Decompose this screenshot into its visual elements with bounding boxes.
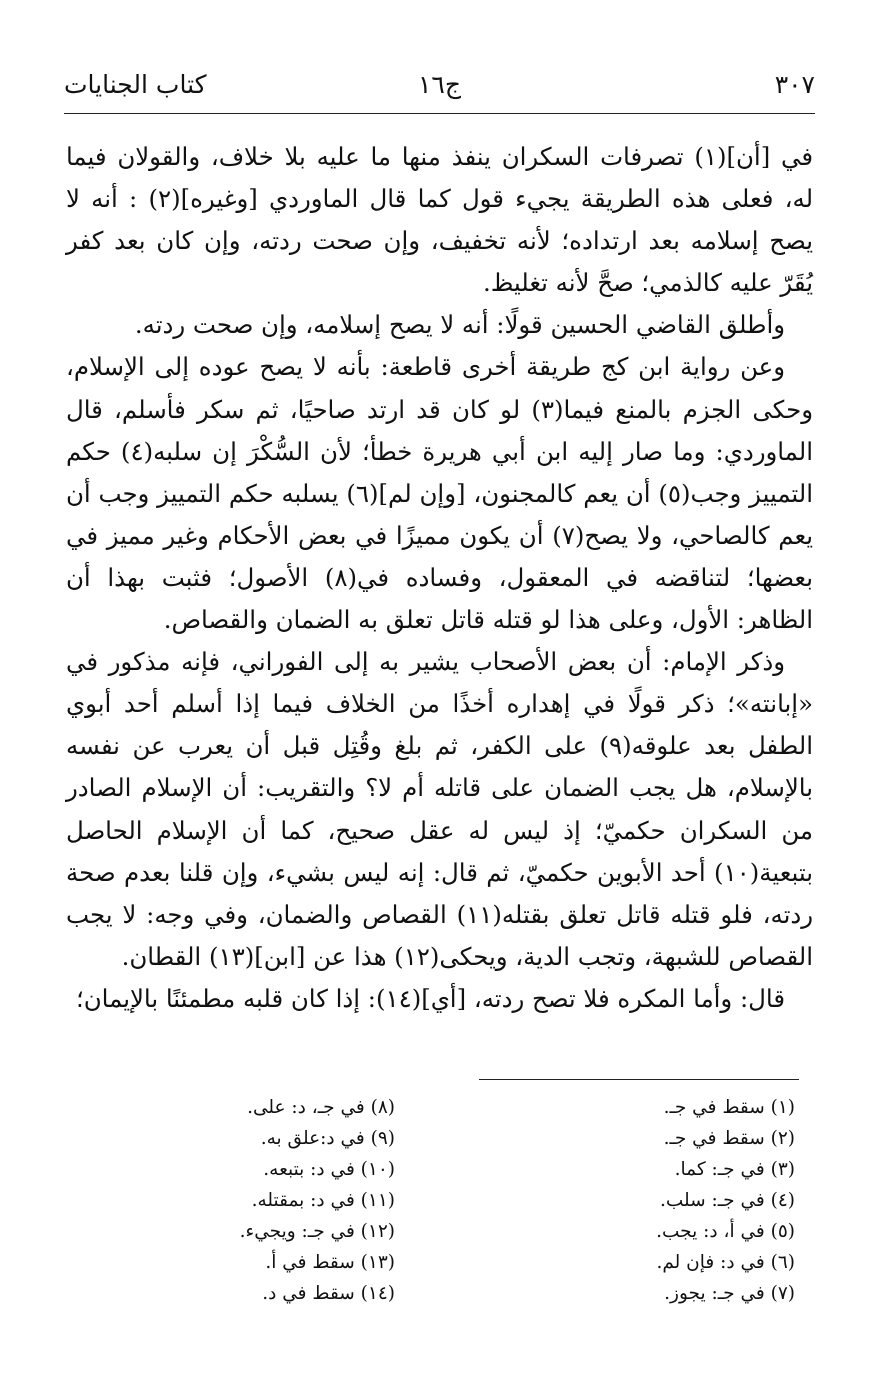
- footnote: (٢) سقط في جـ.: [663, 1128, 795, 1149]
- footnote: (١١) في د: بمقتله.: [251, 1190, 395, 1211]
- footnotes: [140, 1092, 795, 1312]
- paragraph: قال: وأما المكره فلا تصح ردته، [أي](١٤): إذا كان قلبه مطمئنًا بالإيمان؛: [76, 983, 785, 1013]
- footnote: (٦) في د: فإن لم.: [656, 1252, 795, 1273]
- footnote-column-left: [95, 1092, 395, 1309]
- footnote: (٧) في جـ: يجوز.: [664, 1283, 795, 1304]
- footnote: (١٢) في جـ: ويجيء.: [239, 1221, 395, 1242]
- paragraph: وأطلق القاضي الحسين قولًا: أنه لا يصح إسلامه، وإن صحت ردته.: [134, 310, 785, 340]
- footnote: (٥) في أ، د: يجب.: [656, 1221, 795, 1242]
- footnote: (١٣) سقط في أ.: [265, 1252, 395, 1273]
- footnote: (٨) في جـ، د: على.: [247, 1097, 395, 1118]
- footnote: (١٠) في د: بتبعه.: [263, 1159, 395, 1180]
- book-title: كتاب الجنايات: [64, 70, 207, 99]
- header-divider: [64, 113, 815, 114]
- volume-label: ج١٦: [418, 70, 461, 99]
- main-text: [66, 136, 813, 1020]
- footnote: (٣) في جـ: كما.: [674, 1159, 795, 1180]
- page-header: [64, 62, 815, 114]
- paragraph: في [أن](١) تصرفات السكران ينفذ منها ما عليه بلا خلاف، والقولان فيما له، فعلى هذه الطريقة يجيء قول كما قال الماوردي [وغيره](٢) : أنه لا يصح إسلامه بعد ارتداده؛ لأنه تخفيف، وإن صحت ردته، وإن كان بعد كفر يُقَرّ عليه كالذمي؛ صحَّ لأنه تغليظ.: [66, 142, 814, 298]
- footnote-column-right: [495, 1092, 795, 1309]
- paragraph: وعن رواية ابن كج طريقة أخرى قاطعة: بأنه لا يصح عوده إلى الإسلام، وحكى الجزم بالمنع فيما(٣) لو كان قد ارتد صاحيًا، ثم سكر فأسلم، قال الماوردي: وما صار إليه ابن أبي هريرة خطأ؛ لأن السُّكْرَ إن سلبه(٤) حكم التمييز وجب(٥) أن يعم كالمجنون، [وإن لم](٦) يسلبه حكم التمييز وجب أن يعم كالصاحي، ولا يصح(٧) أن يكون مميزًا في بعض الأحكام وغير مميز في بعضها؛ لتناقضه في المعقول، وفساده في(٨) الأصول؛ فثبت بهذا أن الظاهر: الأول، وعلى هذا لو قتله قاتل تعلق به الضمان والقصاص.: [66, 352, 814, 635]
- footnote: (١٤) سقط في د.: [262, 1283, 395, 1304]
- footnote: (١) سقط في جـ.: [663, 1097, 795, 1118]
- paragraph: وذكر الإمام: أن بعض الأصحاب يشير به إلى الفوراني، فإنه مذكور في «إبانته»؛ ذكر قولًا في إهداره أخذًا من الخلاف فيما إذا أسلم أحد أبوي الطفل بعد علوقه(٩) على الكفر، ثم بلغ وقُتِل قبل أن يعرب عن نفسه بالإسلام، هل يجب الضمان على قاتله أم لا؟ والتقريب: أن الإسلام الصادر من السكران حكميّ؛ إذ ليس له عقل صحيح، كما أن الإسلام الحاصل بتبعية(١٠) أحد الأبوين حكميّ، ثم قال: إنه ليس بشيء، وإن قلنا بعدم صحة ردته، فلو قتله قاتل تعلق بقتله(١١) القصاص والضمان، وفي وجه: لا يجب القصاص للشبهة، وتجب الدية، ويحكى(١٢) هذا عن [ابن](١٣) القطان.: [66, 647, 814, 971]
- page-number: ٣٠٧: [774, 70, 815, 99]
- footnote: (٤) في جـ: سلب.: [659, 1190, 795, 1211]
- footnote-divider: [479, 1079, 799, 1080]
- footnote: (٩) في د:علق به.: [260, 1128, 395, 1149]
